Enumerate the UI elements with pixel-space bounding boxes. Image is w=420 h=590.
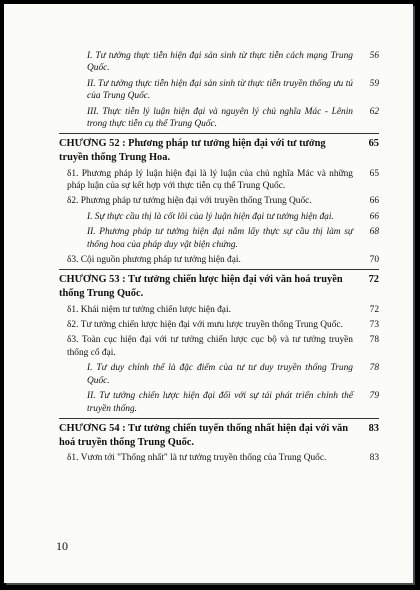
toc-entry-page: 73 [369,320,379,331]
toc-entry-text: CHƯƠNG 52 : Phương pháp tư tưởng hiện đại với tư tưởng truyền thống Trung Hoa. [59,138,326,164]
toc-entry-page: 68 [369,227,379,238]
toc-entry[interactable] [59,390,379,415]
toc-entry-text: CHƯƠNG 54 : Tư tưởng chiến tuyến thống nhất hiện đại với văn hoá truyền thống Trung Quốc. [59,422,348,448]
toc-entry-page: 72 [369,304,379,315]
toc-chapter-heading[interactable] [59,133,379,164]
toc-entry-page: 78 [369,335,379,346]
toc-entry-page: 62 [369,106,379,117]
table-of-contents [59,50,379,468]
toc-entry-text: δ3. Toàn cục hiện đại với tư tưởng chiến lược cục bộ và tư tưởng truyền thống cổ đại. [67,335,353,358]
toc-chapter-heading[interactable] [59,269,379,300]
toc-entry[interactable] [59,195,379,207]
toc-entry[interactable] [59,319,379,331]
toc-entry[interactable] [59,362,379,387]
toc-entry-text: δ1. Vươn tới "Thống nhất" là tư tưởng truyền thống của Trung Quốc. [67,453,327,464]
toc-chapter-heading[interactable] [59,418,379,449]
toc-entry[interactable] [59,254,379,266]
toc-entry-text: CHƯƠNG 53 : Tư tưởng chiến lược hiện đại với văn hoá truyền thống Trung Quốc. [59,274,343,300]
toc-entry-text: δ2. Phương pháp tư tưởng hiện đại với truyền thống Trung Quốc. [67,196,312,207]
toc-entry-text: δ1. Khái niệm tư tưởng chiến lược hiện đại. [67,304,231,315]
toc-entry-text: δ2. Tư tưởng chiến lược hiện đại với mưu lược truyền thống Trung Quốc. [67,320,343,331]
toc-entry-page: 79 [369,391,379,402]
toc-entry-text: II. Phương pháp tư tưởng hiện đại nắm lấy thực sự cầu thị làm sự thống hoa của pháp duy vật biện chứng. [87,227,353,250]
toc-entry-page: 65 [369,168,379,179]
toc-entry-page: 72 [368,274,379,286]
toc-entry-page: 70 [369,255,379,266]
toc-entry[interactable] [59,50,379,75]
toc-entry-text: II. Tư tưởng chiến lược hiện đại đối với sự tái phát triển chỉnh thể truyền thống. [87,391,353,414]
toc-entry-text: I. Tư tưởng thực tiễn hiện đại sản sinh từ thực tiễn cách mạng Trung Quốc. [87,51,353,74]
toc-entry[interactable] [59,226,379,251]
toc-entry[interactable] [59,106,379,131]
toc-entry-page: 83 [369,453,379,464]
toc-entry-page: 66 [369,196,379,207]
toc-entry[interactable] [59,452,379,464]
toc-entry-page: 83 [368,422,379,434]
book-page [4,4,413,583]
toc-entry-text: I. Tư duy chỉnh thể là đặc điểm của tư tư duy truyền thống Trung Quốc. [87,363,353,386]
toc-entry-text: δ1. Phương pháp lý luận hiện đại là lý luận của chủ nghĩa Mác và những pháp luận của sự kết hợp với thực tiễn cụ thể Trung Quốc. [67,168,353,192]
page-number: 10 [56,539,68,553]
toc-entry[interactable] [59,304,379,316]
toc-entry-page: 78 [369,363,379,374]
toc-entry[interactable] [59,211,379,223]
toc-entry[interactable] [59,334,379,359]
toc-entry[interactable] [59,168,379,193]
toc-entry[interactable] [59,78,379,103]
toc-entry-page: 59 [369,78,379,89]
toc-entry-page: 56 [369,51,379,61]
toc-entry-page: 65 [368,138,379,150]
toc-entry-text: I. Sự thực cầu thị là cốt lõi của lý luận hiện đại tư tưởng hiện đại. [87,211,334,222]
toc-entry-text: δ3. Cội nguồn phương pháp tư tưởng hiện đại. [67,255,241,266]
toc-entry-text: III. Thực tiễn lý luận hiện đại và nguyên lý chủ nghĩa Mác - Lênin trong thực tiễn cụ thể Trung Quốc. [87,106,353,130]
toc-entry-page: 66 [369,211,379,222]
toc-entry-text: II. Tư tưởng thực tiễn hiện đại sản sinh từ thực tiễn truyền thống ưu tú của Trung Quốc. [87,78,353,102]
